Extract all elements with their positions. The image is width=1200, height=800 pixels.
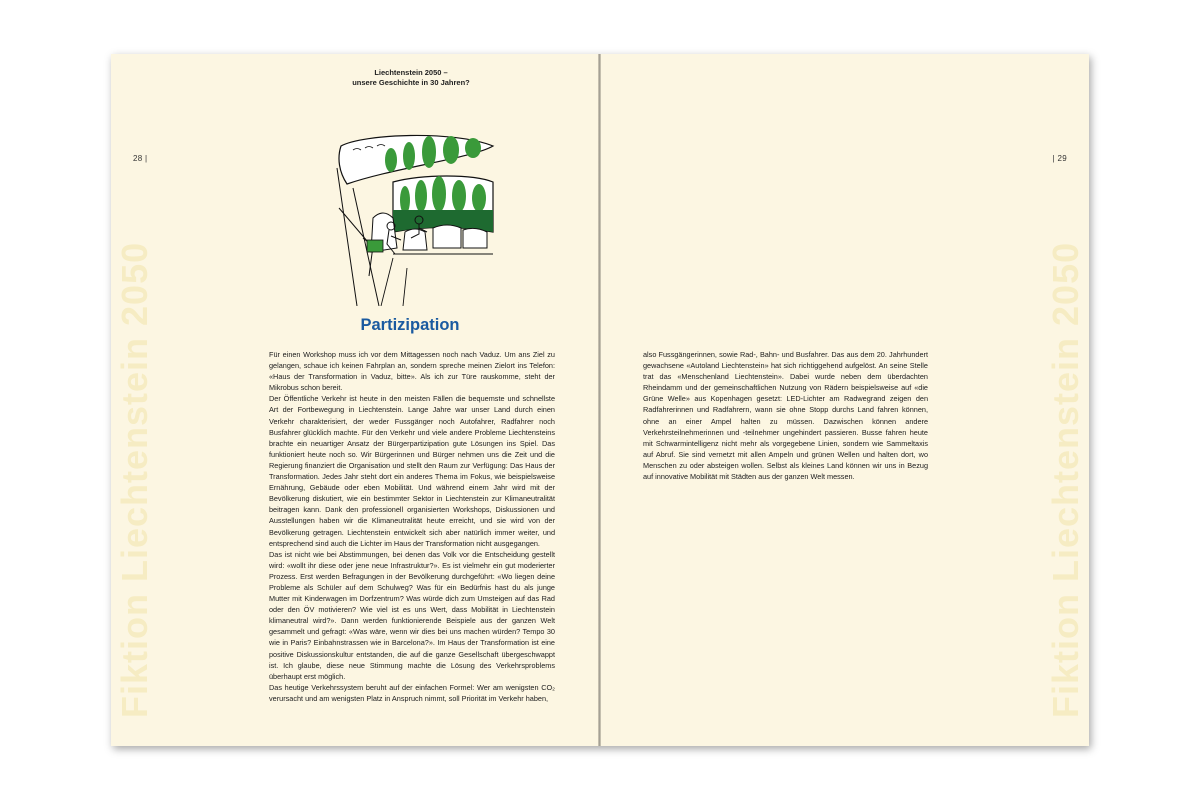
book-spread: [111, 54, 1089, 746]
vertical-title-right: Fiktion Liechtenstein 2050: [1045, 241, 1086, 718]
paragraph: also Fussgängerinnen, sowie Rad-, Bahn- und Busfahrer. Das aus dem 20. Jahrhundert gewachsene «Autoland Liechtenstein» hat sich richtiggehend aufgelöst. An seine Stelle trat das «Menschenland Liechtenstein». Dabei wurde neben dem überdachten Rheindamm und der gemeinschaftlichen Nutzung von Rädern beispielsweise auf «die Grüne Welle» aus Kopenhagen gesetzt: LED-Lichter am Radwegrand zeigen den Radfahrerinnen und Radfahrern, wann sie ohne Stopp durchs Land fahren können, ohne an einer Ampel halten zu müssen. Dazwischen können andere Verkehrsteilnehmerinnen und -teilnehmer ungehindert passieren. Busse fahren heute mit Schwarmintelligenz nicht mehr als vorgegebene Linien, sondern wie Sammeltaxis auf Abruf. Sie sind vernetzt mit allen Ampeln und grünen Wellen und halten dort, wo Menschen zu oder absteigen wollen. Selbst als kleines Land können wir uns in Bezug auf innovative Mobilität mit Städten aus der ganzen Welt messen.: [643, 350, 928, 482]
right-page: [601, 54, 1089, 746]
chapter-title-line1: Liechtenstein 2050 –: [374, 68, 448, 77]
body-text-left: [269, 349, 555, 704]
section-heading: Partizipation: [360, 316, 460, 334]
page-number-left: 28 |: [133, 154, 148, 163]
paragraph: Das ist nicht wie bei Abstimmungen, bei denen das Volk vor die Entscheidung gestellt wird: «wollt ihr diese oder jene neue Infrastruktur?». Es ist vielmehr ein gut moderierter Prozess. Erst werden Befragungen in der Bevölkerung durchgeführt: «Wo liegen deine Probleme als Schüler auf dem Schulweg? Was für ein Bedürfnis hast du als junge Mutter mit Kinderwagen im Dorfzentrum? Was würde dich zum Umsteigen auf das Rad oder den ÖV motivieren? Wie viel ist es uns Wert, dass Mobilität in Liechtenstein klimaneutral wird?». Dann werden funktionierende Beispiele aus der ganzen Welt gesammelt und gefragt: «Was wäre, wenn wir dies bei uns machen würden? Tempo 30 wie in Paris? Einbahnstrassen wie in Barcelona?». Im Haus der Transformation ist eine positive Diskussionskultur entstanden, die auf die ganze Gesellschaft übergeschwappt ist. Ich glaube, diese neue Stimmung machte die Lösung des Verkehrsproblems überhaupt erst möglich.: [269, 549, 555, 681]
page-number-right: | 29: [1052, 154, 1067, 163]
body-text-right: [643, 349, 928, 482]
paragraph: Der Öffentliche Verkehr ist heute in den meisten Fällen die bequemste und schnellste Art der Fortbewegung in Liechtenstein. Lange Jahre war unser Land durch einen Verkehr charakterisiert, der weder Fussgänger noch Autofahrer, Radfahrer noch Busfahrer glücklich machte. Für den Verkehr und viele andere Probleme Liechtensteins brachte ein neuartiger Ansatz der Bürgerpartizipation gute Lösungen ins Spiel. Das funktioniert heute noch so. Wir Bürgerinnen und Bürger nehmen uns die Zeit und die Regierung finanziert die Organisation und stellt den Raum zur Verfügung: Das Haus der Transformation. Jedes Jahr steht dort ein anderes Thema im Fokus, wie beispielsweise Ernährung, Gebäude oder eben Mobilität. Und während einem Jahr wird mit der Bevölkerung diskutiert, wie ein bestimmter Sektor in Liechtenstein zur Klimaneutralität beitragen kann. Dank den professionell organisierten Workshops, Diskussionen und Ausstellungen haben wir die Klimaneutralität heute erreicht, und sie wird von der Bevölkerung getragen. Liechtenstein entwickelt sich aber natürlich immer weiter, und entsprechend sind auch die Lichter im Haus der Transformation nicht ausgegangen.: [269, 394, 555, 548]
bus-interior-illustration: [333, 128, 495, 306]
vertical-title-left: Fiktion Liechtenstein 2050: [114, 241, 155, 718]
paragraph: Für einen Workshop muss ich vor dem Mittagessen noch nach Vaduz. Um ans Ziel zu gelangen, schaue ich keinen Fahrplan an, sondern spreche meinen Zielort ins Telefon: «Haus der Transformation in Vaduz, bitte». Als ich zur Türe rauskomme, steht der Mikrobus schon bereit.: [269, 350, 555, 393]
left-page: [111, 54, 599, 746]
chapter-title: [301, 68, 521, 88]
paragraph: Das heutige Verkehrssystem beruht auf der einfachen Formel: Wer am wenigsten CO₂ verursacht und am wenigsten Platz in Anspruch nimmt, soll Priorität im Verkehr haben,: [269, 682, 555, 703]
chapter-title-line2: unsere Geschichte in 30 Jahren?: [352, 78, 470, 87]
